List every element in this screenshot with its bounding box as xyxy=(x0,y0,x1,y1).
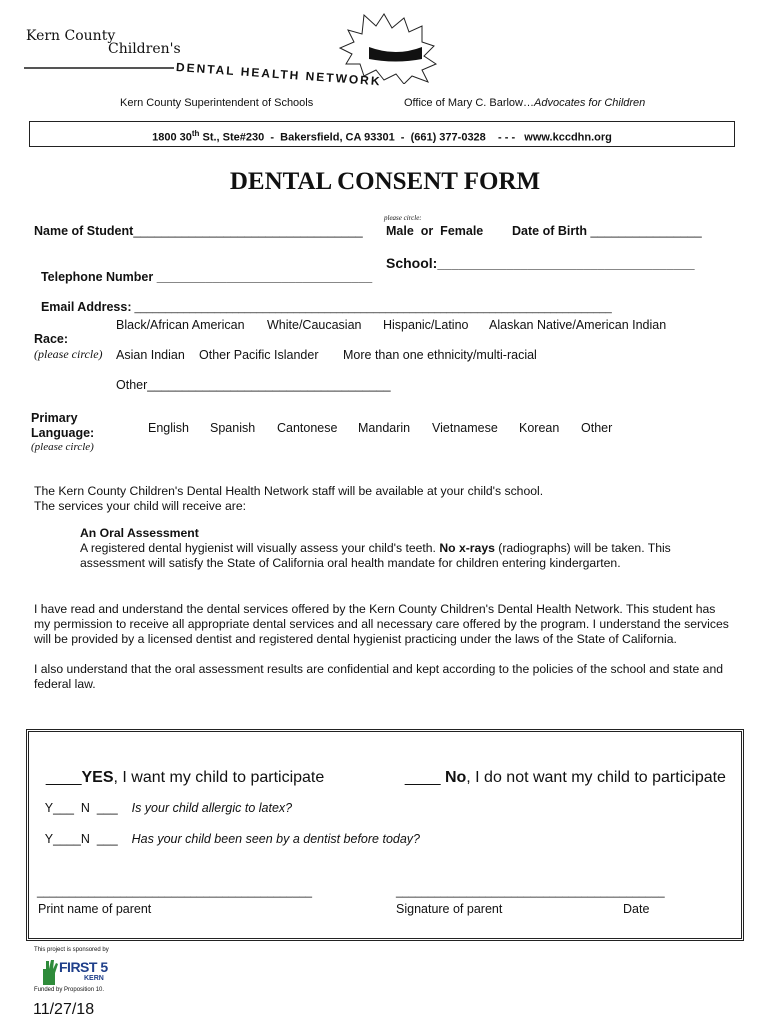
language-english[interactable]: English xyxy=(148,421,189,435)
gender-options[interactable]: Male or Female xyxy=(386,224,484,238)
assessment-title: An Oral Assessment xyxy=(80,526,199,540)
agreement-paragraph-1: I have read and understand the dental services offered by the Kern County Children's Dental Health Network. This student has my permission to receive all appropriate dental services and all necessary care offered by the program. I understand the services will be provided by a licensed dentist and registered dental hygienist practicing under the laws of the State of California. xyxy=(34,602,729,646)
yes-word: YES xyxy=(81,769,114,786)
print-name-label: Print name of parent xyxy=(38,902,152,916)
assessment-text-bold: No x-rays xyxy=(439,541,495,555)
logo-line-3: DENTAL HEALTH NETWORK xyxy=(175,60,382,89)
race-option-other[interactable]: Other___________________________________ xyxy=(116,378,391,392)
no-word: No xyxy=(444,769,467,786)
dob-line: ________________ xyxy=(590,224,702,238)
address-sup: th xyxy=(191,129,200,138)
logo xyxy=(24,12,444,89)
latex-text: Is your child allergic to latex? xyxy=(131,801,293,815)
no-blank: ____ xyxy=(404,769,445,786)
race-option-white[interactable]: White/Caucasian xyxy=(267,318,362,332)
print-name-line[interactable]: ___________________________________________ xyxy=(37,886,313,898)
header-left: Kern County Superintendent of Schools xyxy=(120,97,314,109)
please-circle-note: please circle: xyxy=(384,214,422,222)
logo-line-1: Kern County xyxy=(26,28,116,44)
race-option-alaskan[interactable]: Alaskan Native/American Indian xyxy=(489,318,667,332)
sponsor-text: This project is sponsored by xyxy=(34,947,109,953)
race-option-hispanic[interactable]: Hispanic/Latino xyxy=(383,318,469,332)
funded-text: Funded by Proposition 10. xyxy=(34,987,105,993)
language-korean[interactable]: Korean xyxy=(519,421,560,435)
email-line: ______________________________________________________________________________ xyxy=(131,302,612,314)
telephone-line: _______________________________ xyxy=(153,270,376,284)
agreement-text xyxy=(34,602,734,692)
language-label-1: Primary xyxy=(31,411,78,425)
header-right xyxy=(404,97,645,109)
header-right-italic: Advocates for Children xyxy=(534,97,646,109)
address-box xyxy=(29,121,735,147)
header-right-prefix: Office of Mary C. Barlow… xyxy=(404,97,534,109)
intro-line-1: The Kern County Children's Dental Health Network staff will be available at your child's school. xyxy=(34,484,544,498)
latex-question[interactable] xyxy=(38,787,292,815)
first5-bottom: KERN xyxy=(84,975,104,982)
signature-label: Signature of parent xyxy=(396,902,503,916)
school-line: _____________________________________ xyxy=(437,257,695,271)
language-hint: (please circle) xyxy=(31,441,94,453)
intro-text xyxy=(34,484,734,514)
assessment-text xyxy=(80,541,700,571)
race-option-multi[interactable]: More than one ethnicity/multi-racial xyxy=(343,348,537,362)
consent-yes-option[interactable] xyxy=(37,751,324,787)
telephone-label: Telephone Number xyxy=(40,270,154,284)
dentist-marks: Y____N ___ xyxy=(44,832,118,846)
logo-line-2: Children's xyxy=(108,41,181,57)
dob-field[interactable] xyxy=(512,224,702,238)
language-vietnamese[interactable]: Vietnamese xyxy=(432,421,498,435)
race-label: Race: xyxy=(34,332,69,346)
assessment-text-b: (radiographs) will be taken. This assessment will satisfy the State of California oral health mandate for children entering kindergarten. xyxy=(80,541,671,570)
school-label: School: xyxy=(386,255,438,271)
assessment-section xyxy=(80,526,700,571)
assessment-text-a: A registered dental hygienist will visually assess your child's teeth. xyxy=(80,541,440,555)
footer-date: 11/27/18 xyxy=(33,1001,95,1018)
address-a: 1800 30 xyxy=(152,131,192,144)
address-line xyxy=(30,122,734,150)
language-spanish[interactable]: Spanish xyxy=(210,421,256,435)
page-title: DENTAL CONSENT FORM xyxy=(229,168,541,195)
yes-blank: ____ xyxy=(45,769,82,786)
dob-label: Date of Birth xyxy=(512,224,587,238)
address-b: St., Ste#230 - Bakersfield, CA 93301 - (661) 377-0328 - - - www.kccdhn.org xyxy=(199,131,612,144)
email-field[interactable] xyxy=(34,286,612,314)
school-field[interactable] xyxy=(386,255,695,271)
student-name-field[interactable] xyxy=(34,224,363,238)
email-label: Email Address: xyxy=(40,300,132,314)
student-name-label: Name of Student xyxy=(34,224,134,238)
dentist-text: Has your child been seen by a dentist before today? xyxy=(131,832,421,846)
telephone-field[interactable] xyxy=(34,256,376,284)
latex-marks: Y___ N ___ xyxy=(44,801,118,815)
dentist-question[interactable] xyxy=(38,818,420,846)
yes-rest: , I want my child to participate xyxy=(113,769,325,786)
language-other[interactable]: Other xyxy=(581,421,613,435)
intro-line-2: The services your child will receive are: xyxy=(34,499,247,513)
race-option-black[interactable]: Black/African American xyxy=(116,318,245,332)
agreement-paragraph-2: I also understand that the oral assessment results are confidential and kept according to the policies of the school and state and federal law. xyxy=(34,662,724,691)
first5-top: FIRST 5 xyxy=(59,959,108,975)
date-label: Date xyxy=(623,902,650,916)
first5-logo xyxy=(40,957,110,987)
language-label-2: Language: xyxy=(31,426,95,440)
race-hint: (please circle) xyxy=(34,347,103,361)
language-mandarin[interactable]: Mandarin xyxy=(358,421,411,435)
race-option-asian-indian[interactable]: Asian Indian xyxy=(116,348,185,362)
student-name-line: _________________________________ xyxy=(133,224,363,238)
language-cantonese[interactable]: Cantonese xyxy=(277,421,338,435)
signature-line[interactable]: __________________________________________ xyxy=(396,886,665,898)
consent-no-option[interactable] xyxy=(396,751,726,787)
race-option-pacific-islander[interactable]: Other Pacific Islander xyxy=(199,348,319,362)
no-rest: , I do not want my child to participate xyxy=(466,769,726,786)
